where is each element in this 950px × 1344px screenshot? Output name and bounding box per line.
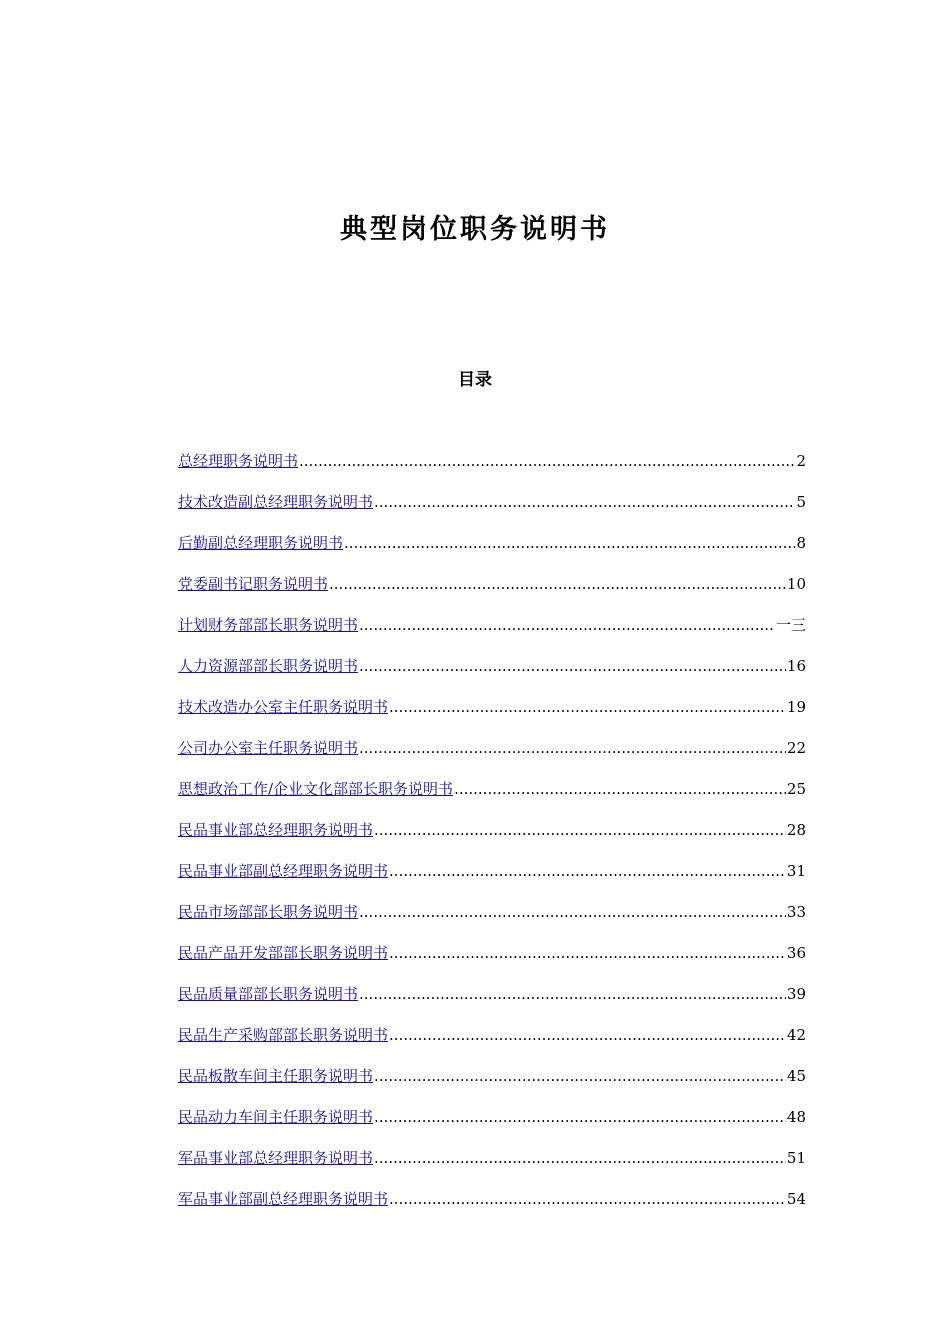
toc-leader-dots — [374, 1063, 786, 1089]
toc-link[interactable]: 军品事业部总经理职务说明书 — [178, 1149, 374, 1167]
toc-page-number: 22 — [786, 739, 806, 757]
toc-link[interactable]: 人力资源部部长职务说明书 — [178, 657, 359, 675]
toc-page-number: 25 — [786, 780, 806, 798]
toc-leader-dots — [389, 694, 786, 720]
toc-page-number: 16 — [786, 657, 806, 675]
toc-entry — [178, 1104, 806, 1145]
toc-page-number: 48 — [786, 1108, 806, 1126]
toc-entry — [178, 940, 806, 981]
toc-entry — [178, 571, 806, 612]
toc-leader-dots — [359, 653, 786, 679]
document-title: 典型岗位职务说明书 — [340, 214, 610, 245]
table-of-contents — [178, 448, 806, 1227]
toc-link[interactable]: 思想政治工作/企业文化部部长职务说明书 — [178, 780, 454, 798]
toc-link[interactable]: 民品事业部总经理职务说明书 — [178, 821, 374, 839]
toc-entry — [178, 858, 806, 899]
toc-link[interactable]: 技术改造副总经理职务说明书 — [178, 493, 374, 511]
toc-page-number: 19 — [786, 698, 806, 716]
toc-entry — [178, 776, 806, 817]
toc-leader-dots — [359, 899, 786, 925]
toc-entry — [178, 981, 806, 1022]
toc-link[interactable]: 技术改造办公室主任职务说明书 — [178, 698, 389, 716]
toc-page-number: 5 — [796, 493, 806, 511]
toc-link[interactable]: 民品动力车间主任职务说明书 — [178, 1108, 374, 1126]
toc-entry — [178, 1186, 806, 1227]
toc-page-number: 31 — [786, 862, 806, 880]
toc-leader-dots — [389, 940, 786, 966]
toc-link[interactable]: 后勤副总经理职务说明书 — [178, 534, 344, 552]
toc-page-number: 33 — [786, 903, 806, 921]
toc-link[interactable]: 民品市场部部长职务说明书 — [178, 903, 359, 921]
toc-page-number: 39 — [786, 985, 806, 1003]
toc-page-number: 2 — [796, 452, 806, 470]
toc-page-number: 42 — [786, 1026, 806, 1044]
toc-page-number: 28 — [786, 821, 806, 839]
toc-page-number: 54 — [786, 1190, 806, 1208]
toc-page-number: 51 — [786, 1149, 806, 1167]
toc-link[interactable]: 公司办公室主任职务说明书 — [178, 739, 359, 757]
toc-leader-dots — [359, 612, 775, 638]
toc-page-number: 36 — [786, 944, 806, 962]
toc-link[interactable]: 民品产品开发部部长职务说明书 — [178, 944, 389, 962]
toc-heading: 目录 — [458, 370, 492, 390]
toc-link[interactable]: 党委副书记职务说明书 — [178, 575, 329, 593]
toc-leader-dots — [454, 776, 786, 802]
toc-link[interactable]: 总经理职务说明书 — [178, 452, 299, 470]
toc-entry — [178, 1022, 806, 1063]
toc-entry — [178, 612, 806, 653]
toc-entry — [178, 1145, 806, 1186]
toc-entry — [178, 817, 806, 858]
toc-leader-dots — [299, 448, 795, 474]
toc-link[interactable]: 计划财务部部长职务说明书 — [178, 616, 359, 634]
toc-page-number: 8 — [796, 534, 806, 552]
toc-leader-dots — [359, 981, 786, 1007]
toc-leader-dots — [374, 817, 786, 843]
toc-link[interactable]: 民品板散车间主任职务说明书 — [178, 1067, 374, 1085]
toc-page-number: 10 — [786, 575, 806, 593]
toc-leader-dots — [374, 1104, 786, 1130]
toc-entry — [178, 1063, 806, 1104]
toc-leader-dots — [329, 571, 786, 597]
toc-entry — [178, 530, 806, 571]
toc-leader-dots — [374, 1145, 786, 1171]
toc-link[interactable]: 民品生产采购部部长职务说明书 — [178, 1026, 389, 1044]
toc-entry — [178, 653, 806, 694]
toc-leader-dots — [389, 858, 786, 884]
toc-entry — [178, 448, 806, 489]
toc-entry — [178, 899, 806, 940]
toc-leader-dots — [359, 735, 786, 761]
toc-link[interactable]: 军品事业部副总经理职务说明书 — [178, 1190, 389, 1208]
toc-leader-dots — [344, 530, 795, 556]
toc-leader-dots — [389, 1022, 786, 1048]
toc-link[interactable]: 民品质量部部长职务说明书 — [178, 985, 359, 1003]
toc-page-number: 45 — [786, 1067, 806, 1085]
toc-leader-dots — [374, 489, 795, 515]
toc-page-number: 一三 — [775, 616, 806, 634]
toc-entry — [178, 735, 806, 776]
toc-link[interactable]: 民品事业部副总经理职务说明书 — [178, 862, 389, 880]
toc-leader-dots — [389, 1186, 786, 1212]
toc-entry — [178, 489, 806, 530]
toc-entry — [178, 694, 806, 735]
